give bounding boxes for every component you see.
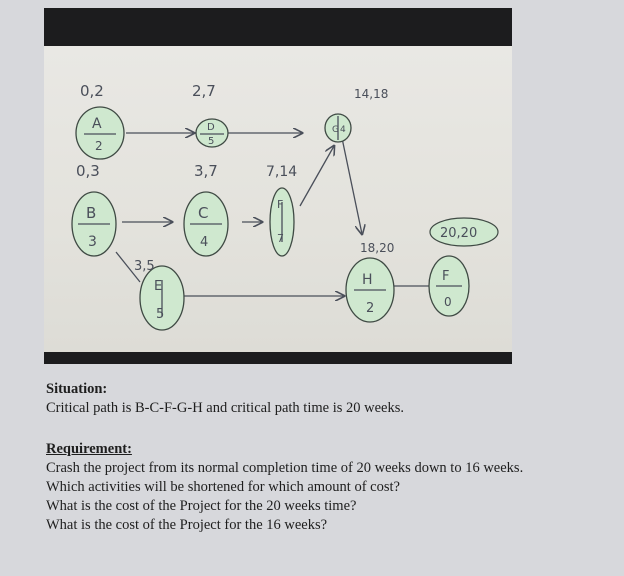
node-b xyxy=(72,162,116,256)
svg-text:5: 5 xyxy=(208,136,215,147)
svg-text:4: 4 xyxy=(200,235,209,250)
svg-text:A: A xyxy=(92,116,102,132)
node-h xyxy=(346,241,394,322)
svg-text:2,7: 2,7 xyxy=(192,82,216,100)
paper-sheet xyxy=(44,46,512,352)
requirement-line-2: Which activities will be shortened for which amount of cost? xyxy=(46,479,400,495)
svg-text:F: F xyxy=(277,198,284,211)
svg-text:0,3: 0,3 xyxy=(76,162,100,180)
node-g xyxy=(325,87,388,142)
node-f xyxy=(266,164,297,256)
network-diagram-photo xyxy=(44,8,512,364)
requirement-line-3: What is the cost of the Project for the 20 weeks time? xyxy=(46,498,357,514)
svg-text:H: H xyxy=(362,272,373,288)
svg-text:2: 2 xyxy=(366,301,375,316)
svg-text:3,7: 3,7 xyxy=(194,162,218,180)
svg-text:0: 0 xyxy=(444,295,452,309)
node-a xyxy=(76,82,124,159)
activity-network-diagram xyxy=(44,46,512,352)
node-e xyxy=(134,259,184,330)
edge-f-g xyxy=(300,146,334,206)
svg-text:4: 4 xyxy=(340,125,346,135)
svg-text:F: F xyxy=(442,269,450,284)
svg-text:14,18: 14,18 xyxy=(354,87,389,101)
svg-text:7: 7 xyxy=(277,232,284,245)
situation-heading: Situation: xyxy=(46,381,108,397)
requirement-line-4: What is the cost of the Project for the 16 weeks? xyxy=(46,517,328,533)
svg-text:C: C xyxy=(198,204,209,222)
requirement-section xyxy=(46,440,523,535)
situation-section xyxy=(46,380,404,418)
svg-text:3: 3 xyxy=(88,234,97,250)
edge-g-h xyxy=(342,138,362,234)
svg-text:2: 2 xyxy=(95,139,103,153)
node-d xyxy=(192,82,228,147)
node-finish xyxy=(429,218,498,316)
svg-text:20,20: 20,20 xyxy=(440,226,478,241)
svg-text:D: D xyxy=(207,122,215,133)
situation-text: Critical path is B-C-F-G-H and critical path time is 20 weeks. xyxy=(46,400,404,416)
svg-text:18,20: 18,20 xyxy=(360,241,395,255)
requirement-line-1: Crash the project from its normal completion time of 20 weeks down to 16 weeks. xyxy=(46,460,524,476)
svg-text:3,5: 3,5 xyxy=(134,259,155,274)
svg-text:B: B xyxy=(86,204,97,222)
svg-text:E: E xyxy=(154,279,163,294)
svg-text:0,2: 0,2 xyxy=(80,82,104,100)
requirement-heading: Requirement: xyxy=(46,441,132,457)
svg-text:G: G xyxy=(332,125,339,135)
svg-text:7,14: 7,14 xyxy=(266,164,298,180)
svg-text:5: 5 xyxy=(156,307,165,322)
node-c xyxy=(184,162,228,256)
